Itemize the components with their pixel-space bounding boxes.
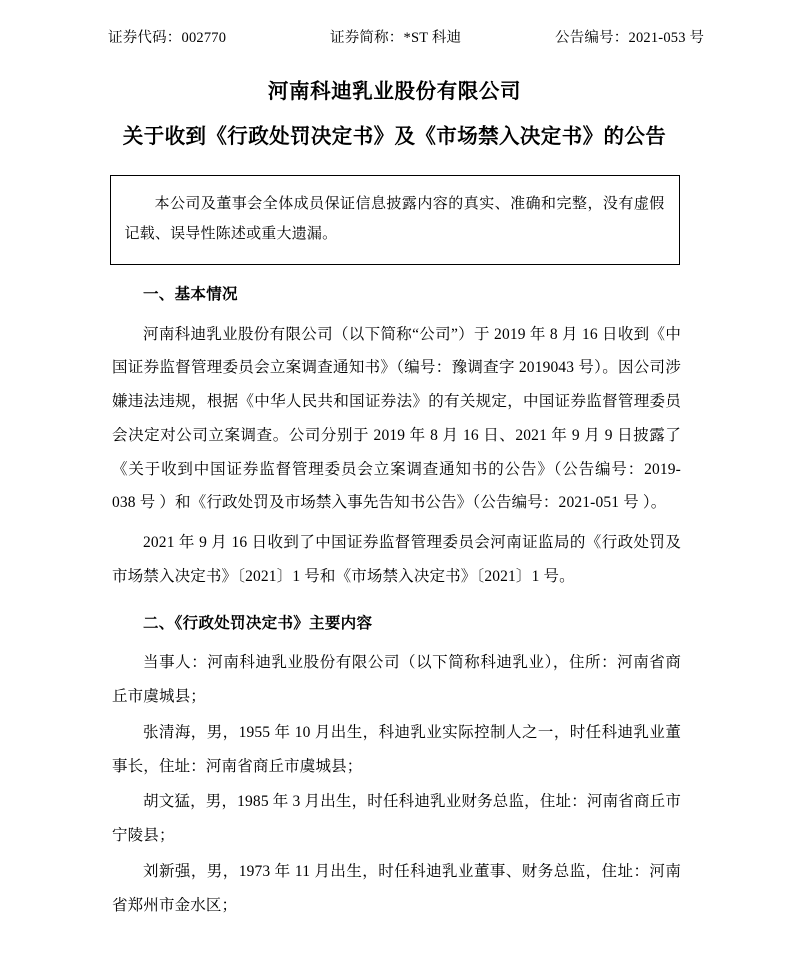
section-1-paragraph-2: 2021 年 9 月 16 日收到了中国证券监督管理委员会河南证监局的《行政处罚及市场禁入决定书》〔2021〕1 号和《市场禁入决定书》〔2021〕1 号。 (112, 534, 681, 586)
announcement-number: 公告编号：2021-053 号 (555, 30, 705, 46)
section-2-paragraph-1: 当事人：河南科迪乳业股份有限公司（以下简称科迪乳业），住所：河南省商丘市虞城县； (112, 654, 681, 706)
security-abbreviation: 证券简称：*ST 科迪 (330, 30, 462, 46)
security-code: 证券代码：002770 (108, 30, 227, 46)
disclaimer-box (110, 175, 680, 266)
disclaimer-text: 本公司及董事会全体成员保证信息披露内容的真实、准确和完整，没有虚假记载、误导性陈述或重大遗漏。 (124, 195, 665, 243)
section-2-paragraph-2: 张清海，男，1955 年 10 月出生，科迪乳业实际控制人之一，时任科迪乳业董事长，住址：河南省商丘市虞城县； (112, 723, 681, 775)
section-1-paragraph-1: 河南科迪乳业股份有限公司（以下简称“公司”）于 2019 年 8 月 16 日收到《中国证券监督管理委员会立案调查通知书》（编号：豫调查字 2019043 号）。因公司涉嫌违法违规，根据《中华人民共和国证券法》的有关规定，中国证券监督管理委员会决定对公司立案调查。公司分别于 2019 年 8 月 16 日、2021 年 9 月 9 日披露了《关于收到中国证券监督管理委员会立案调查通知书的公告》（公告编号：2019-038 号 ）和《行政处罚及市场禁入事先告知书公告》（公告编号：2021-051 号 ）。 (112, 325, 681, 512)
title-block (0, 77, 789, 153)
section-2-paragraph-4: 刘新强，男，1973 年 11 月出生，时任科迪乳业董事、财务总监，住址：河南省郑州市金水区； (112, 863, 681, 914)
company-name-title: 河南科迪乳业股份有限公司 (267, 81, 522, 103)
announcement-subject-title: 关于收到《行政处罚决定书》及《市场禁入决定书》的公告 (122, 125, 667, 148)
section-heading-2: 二、《行政处罚决定书》主要内容 (143, 614, 373, 632)
document-body (112, 279, 681, 923)
section-2-paragraph-3: 胡文猛，男，1985 年 3 月出生，时任科迪乳业财务总监，住址：河南省商丘市宁陵县； (112, 793, 681, 845)
document-header (108, 0, 717, 47)
section-heading-1: 一、基本情况 (143, 286, 238, 303)
